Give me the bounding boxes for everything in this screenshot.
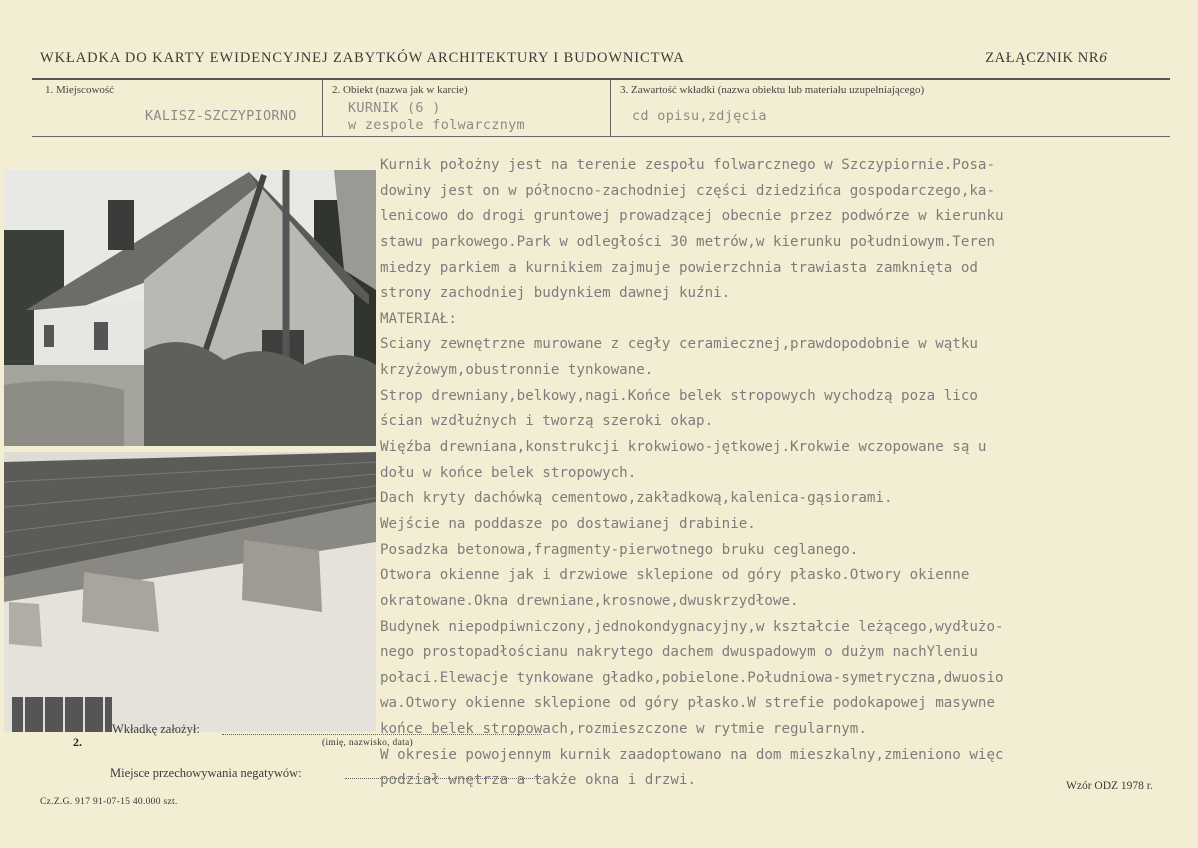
field-object-label: 2. Obiekt (nazwa jak w karcie)	[332, 84, 468, 96]
form-title: WKŁADKA DO KARTY EWIDENCYJNEJ ZABYTKÓW ARCHITEKTURY I BUDOWNICTWA	[40, 50, 685, 66]
field-location-label: 1. Miejscowość	[45, 84, 115, 96]
description-line: lenicowo do drogi gruntowej prowadzącej obecnie przez podwórze w kierunku	[380, 208, 1004, 225]
description-line: Więźba drewniana,konstrukcji krokwiowo-jętkowej.Krokwie wczopowane są u	[380, 439, 987, 456]
description-line: Wejście na poddasze po dostawianej drabinie.	[380, 515, 756, 532]
field-divider-2	[610, 80, 611, 136]
field-location-value: KALISZ-SZCZYPIORNO	[145, 108, 297, 124]
photo-eaves-detail	[4, 452, 376, 732]
field-contents-label: 3. Zawartość wkładki (nazwa obiektu lub materiału uzupełniającego)	[620, 84, 925, 96]
description-line: stawu parkowego.Park w odległości 30 metrów,w kierunku południowym.Teren	[380, 233, 995, 250]
founder-line	[222, 734, 542, 735]
print-info: Cz.Z.G. 917 91-07-15 40.000 szt.	[40, 797, 178, 807]
description-line: wa.Otwory okienne sklepione od góry płasko.W strefie podokapowej masywne	[380, 695, 995, 712]
field-contents-value: cd opisu,zdjęcia	[632, 108, 767, 124]
description-line: MATERIAŁ:	[380, 310, 457, 327]
description-line: ścian wzdłużnych i tworzą szeroki okap.	[380, 413, 714, 430]
description-line: strony zachodniej budynkiem dawnej kuźni.	[380, 285, 731, 302]
description-line: Sciany zewnętrzne murowane z cegły ceramiecznej,prawdopodobnie w wątku	[380, 336, 978, 353]
fields-rule	[32, 136, 1170, 137]
description-text	[380, 153, 1140, 794]
annex-label: ZAŁĄCZNIK NR	[985, 50, 1100, 66]
form-code: Wzór ODZ 1978 r.	[1066, 780, 1153, 792]
description-line: końce belek stropowach,rozmieszczone w rytmie regularnym.	[380, 721, 867, 738]
description-line: Posadzka betonowa,fragmenty-pierwotnego bruku ceglanego.	[380, 541, 859, 558]
description-line: okratowane.Okna drewniane,krosnowe,dwuskrzydłowe.	[380, 592, 799, 609]
field-object-value: KURNIK (6 )	[348, 100, 441, 116]
description-line: W okresie powojennym kurnik zaadoptowano na dom mieszkalny,zmieniono więc	[380, 746, 1004, 763]
description-line: krzyżowym,obustronnie tynkowane.	[380, 362, 654, 379]
description-line: Budynek niepodpiwniczony,jednokondygnacyjny,w kształcie leżącego,wydłużo-	[380, 618, 1004, 635]
photo-exterior	[4, 170, 376, 446]
description-line: Otwora okienne jak i drzwiowe sklepione od góry płasko.Otwory okienne	[380, 567, 970, 584]
photo-number: 2.	[73, 735, 82, 749]
description-line: połaci.Elewacje tynkowane gładko,pobielone.Południowa-symetryczna,dwuosio	[380, 669, 1004, 686]
header-rule	[32, 78, 1170, 80]
description-line: dowiny jest on w północno-zachodniej części dziedzińca gospodarczego,ka-	[380, 182, 995, 199]
annex-number	[985, 50, 1108, 67]
description-line: miedzy parkiem a kurnikiem zajmuje powierzchnia trawiasta zamknięta od	[380, 259, 978, 276]
photo-eaves-image	[4, 452, 376, 732]
description-line: Dach kryty dachówką cementowo,zakładkową,kalenica-gąsiorami.	[380, 490, 893, 507]
description-line: dołu w końce belek stropowych.	[380, 464, 637, 481]
founder-caption: (imię, nazwisko, data)	[322, 738, 414, 748]
description-line: Kurnik położny jest na terenie zespołu folwarcznego w Szczypiornie.Posa-	[380, 157, 995, 173]
negatives-label: Miejsce przechowywania negatywów:	[110, 766, 302, 780]
annex-handwritten-number: 6	[1099, 51, 1108, 66]
description-line: nego prostopadłościanu nakrytego dachem dwuspadowym o dużym nachYleniu	[380, 644, 978, 661]
description-line: podział wnętrza a także okna i drzwi.	[380, 772, 697, 789]
negatives-line	[345, 778, 543, 779]
description-line: Strop drewniany,belkowy,nagi.Końce belek stropowych wychodzą poza lico	[380, 387, 978, 404]
photo-exterior-image	[4, 170, 376, 446]
field-object-subvalue: w zespole folwarcznym	[348, 117, 525, 133]
field-divider-1	[322, 80, 323, 136]
founder-label: Wkładkę założył:	[112, 722, 200, 736]
